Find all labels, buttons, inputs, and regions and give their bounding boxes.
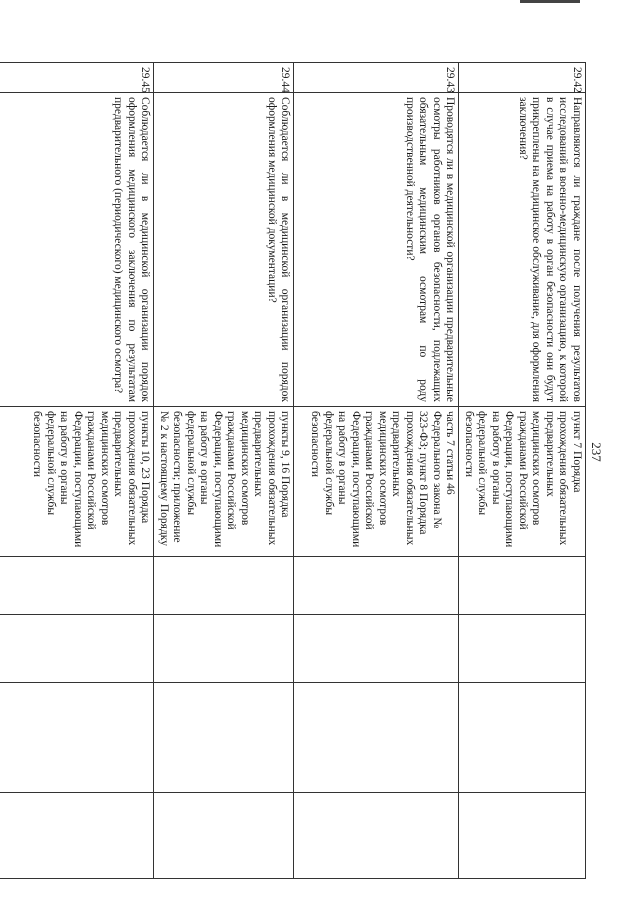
- answer-cell: [154, 793, 294, 879]
- answer-cell: [154, 615, 294, 683]
- answer-cell: [0, 793, 154, 879]
- page-number: 237: [589, 442, 604, 462]
- answer-cell: [459, 615, 586, 683]
- table-row: [0, 63, 154, 879]
- rotated-table-container: [31, 62, 586, 878]
- answer-cell: [154, 683, 294, 793]
- reference-cell: пункты 10, 23 Порядка прохождения обязательных предварительных медицинских осмотров гражданами Российской Федерации, поступающими на работу в органы федеральной службы безопасности: [0, 407, 154, 557]
- answer-cell: [294, 557, 459, 615]
- reference-cell: пункт 7 Порядка прохождения обязательных предварительных медицинских осмотров гражданами Российской Федерации, поступающими на работу в органы федеральной службы безопасности: [459, 407, 586, 557]
- answer-cell: [294, 683, 459, 793]
- answer-cell: [459, 557, 586, 615]
- question-cell: Соблюдается ли в медицинской организации порядок оформления медицинского заключения по результатам предварительного (периодического) медицинского осмотра?: [0, 93, 154, 407]
- table-row: [154, 63, 294, 879]
- answer-cell: [0, 557, 154, 615]
- answer-cell: [459, 793, 586, 879]
- question-cell: Направляются ли граждане после получения результатов исследований в военно-медицинскую организацию, к которой в случае приема на работу в орган безопасности они будут прикреплены на медицинское обслуживание, для оформления заключения?: [459, 93, 586, 407]
- scan-artifact: [520, 0, 580, 3]
- answer-cell: [0, 683, 154, 793]
- table-row: [459, 63, 586, 879]
- table-row: [294, 63, 459, 879]
- row-number: 29.44: [154, 63, 294, 93]
- answer-cell: [294, 793, 459, 879]
- answer-cell: [0, 615, 154, 683]
- answer-cell: [154, 557, 294, 615]
- reference-cell: пункты 9, 16 Порядка прохождения обязательных предварительных медицинских осмотров гражданами Российской Федерации, поступающими на работу в органы федеральной службы безопасности; приложение № 2 к настоящему Порядку: [154, 407, 294, 557]
- row-number: 29.45: [0, 63, 154, 93]
- answer-cell: [294, 615, 459, 683]
- checklist-table: [0, 62, 586, 879]
- question-cell: Проводятся ли в медицинской организации предварительные осмотры работников органов безопасности, подлежащих обязательным медицинским осмотрам по роду производственной деятельности?: [294, 93, 459, 407]
- row-number: 29.43: [294, 63, 459, 93]
- answer-cell: [459, 683, 586, 793]
- question-cell: Соблюдается ли в медицинской организации порядок оформления медицинской документации?: [154, 93, 294, 407]
- reference-cell: часть 7 статьи 46 Федерального закона № 323-ФЗ; пункт 8 Порядка прохождения обязательных предварительных медицинских осмотров гражданами Российской Федерации, поступающими на работу в органы федеральной службы безопасности: [294, 407, 459, 557]
- row-number: 29.42: [459, 63, 586, 93]
